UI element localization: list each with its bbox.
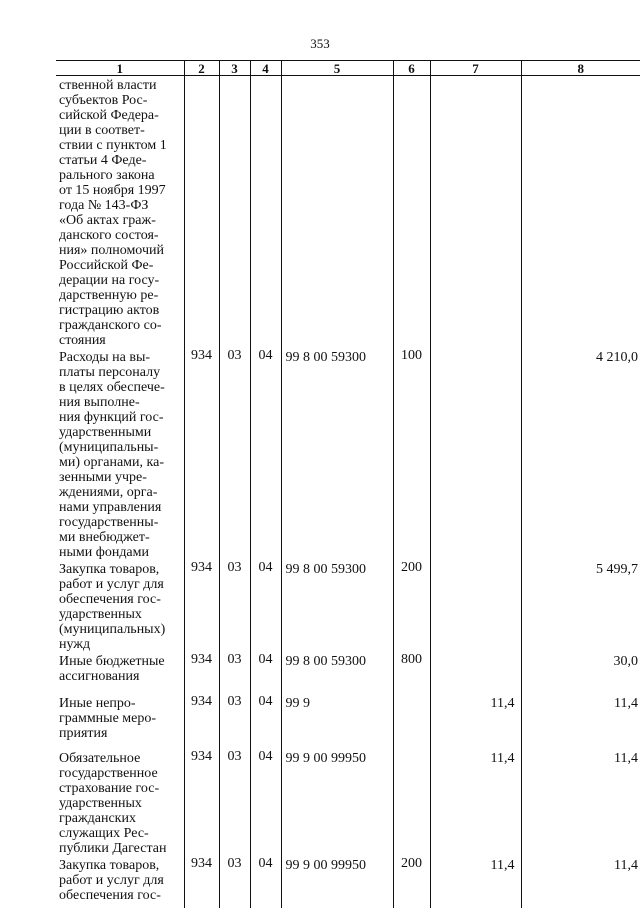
table-row <box>56 348 640 560</box>
budget-table <box>56 60 640 908</box>
header-cell-1: 1 <box>56 61 184 76</box>
row-target-code: 99 9 00 99950 <box>281 749 393 856</box>
row-amount-8: 30,0 <box>521 652 640 694</box>
row-section-code: 03 <box>219 348 250 560</box>
row-expense-type: 200 <box>393 560 430 652</box>
row-expense-type <box>393 76 430 349</box>
row-amount-7: 11,4 <box>430 749 521 856</box>
row-amount-7 <box>430 348 521 560</box>
row-subsection-code: 04 <box>250 856 281 908</box>
row-name: Иные бюджетные ассигнования <box>56 652 184 694</box>
row-section-code: 03 <box>219 749 250 856</box>
page-number: 353 <box>310 36 330 51</box>
row-section-code <box>219 76 250 349</box>
table-row <box>56 856 640 908</box>
row-ministry-code: 934 <box>184 560 219 652</box>
row-expense-type: 800 <box>393 652 430 694</box>
row-section-code: 03 <box>219 694 250 749</box>
table-row <box>56 560 640 652</box>
row-amount-8 <box>521 76 640 349</box>
row-expense-type <box>393 749 430 856</box>
row-amount-8: 11,4 <box>521 749 640 856</box>
row-amount-7: 11,4 <box>430 694 521 749</box>
row-amount-7 <box>430 76 521 349</box>
row-ministry-code: 934 <box>184 348 219 560</box>
header-cell-7: 7 <box>430 61 521 76</box>
row-name: Иные непро- граммные меро- приятия <box>56 694 184 749</box>
row-amount-7 <box>430 652 521 694</box>
row-section-code: 03 <box>219 560 250 652</box>
row-target-code <box>281 76 393 349</box>
table-row <box>56 749 640 856</box>
row-subsection-code: 04 <box>250 348 281 560</box>
row-name: Закупка товаров, работ и услуг для обеспечения гос- ударственных (муниципальных) нужд <box>56 560 184 652</box>
row-target-code: 99 9 <box>281 694 393 749</box>
row-section-code: 03 <box>219 856 250 908</box>
header-cell-6: 6 <box>393 61 430 76</box>
header-cell-3: 3 <box>219 61 250 76</box>
row-subsection-code: 04 <box>250 749 281 856</box>
row-ministry-code: 934 <box>184 652 219 694</box>
row-subsection-code: 04 <box>250 694 281 749</box>
row-expense-type <box>393 694 430 749</box>
row-target-code: 99 8 00 59300 <box>281 560 393 652</box>
row-subsection-code: 04 <box>250 560 281 652</box>
table-row <box>56 694 640 749</box>
row-amount-8: 11,4 <box>521 856 640 908</box>
row-name: Закупка товаров, работ и услуг для обеспечения гос- <box>56 856 184 908</box>
row-amount-8: 4 210,0 <box>521 348 640 560</box>
row-name: ственной власти субъектов Рос- сийской Федера- ции в соответ- ствии с пунктом 1 статьи 4 Феде- рального закона от 15 ноября 1997 года № 143-ФЗ «Об актах граж- данского состоя- ния» полномочий Российской Фе- дерации на госу- дарственную ре- гистрацию актов гражданского со- стояния <box>56 76 184 349</box>
row-name: Обязательное государственное страхование гос- ударственных гражданских служащих Рес- публики Дагестан <box>56 749 184 856</box>
row-section-code: 03 <box>219 652 250 694</box>
row-ministry-code: 934 <box>184 694 219 749</box>
row-expense-type: 100 <box>393 348 430 560</box>
row-amount-7: 11,4 <box>430 856 521 908</box>
header-cell-5: 5 <box>281 61 393 76</box>
table-header-row <box>56 61 640 76</box>
row-expense-type: 200 <box>393 856 430 908</box>
table-row <box>56 76 640 349</box>
row-amount-7 <box>430 560 521 652</box>
row-amount-8: 5 499,7 <box>521 560 640 652</box>
header-cell-4: 4 <box>250 61 281 76</box>
row-ministry-code <box>184 76 219 349</box>
row-ministry-code: 934 <box>184 749 219 856</box>
row-name: Расходы на вы- платы персоналу в целях обеспече- ния выполне- ния функций гос- ударственными (муниципальны- ми) органами, ка- зенными учре- ждениями, орга- нами управления государственны- ми внебюджет- ными фондами <box>56 348 184 560</box>
row-subsection-code: 04 <box>250 652 281 694</box>
header-cell-2: 2 <box>184 61 219 76</box>
row-ministry-code: 934 <box>184 856 219 908</box>
row-subsection-code <box>250 76 281 349</box>
row-target-code: 99 8 00 59300 <box>281 652 393 694</box>
row-target-code: 99 8 00 59300 <box>281 348 393 560</box>
row-target-code: 99 9 00 99950 <box>281 856 393 908</box>
row-amount-8: 11,4 <box>521 694 640 749</box>
header-cell-8: 8 <box>521 61 640 76</box>
table-row <box>56 652 640 694</box>
